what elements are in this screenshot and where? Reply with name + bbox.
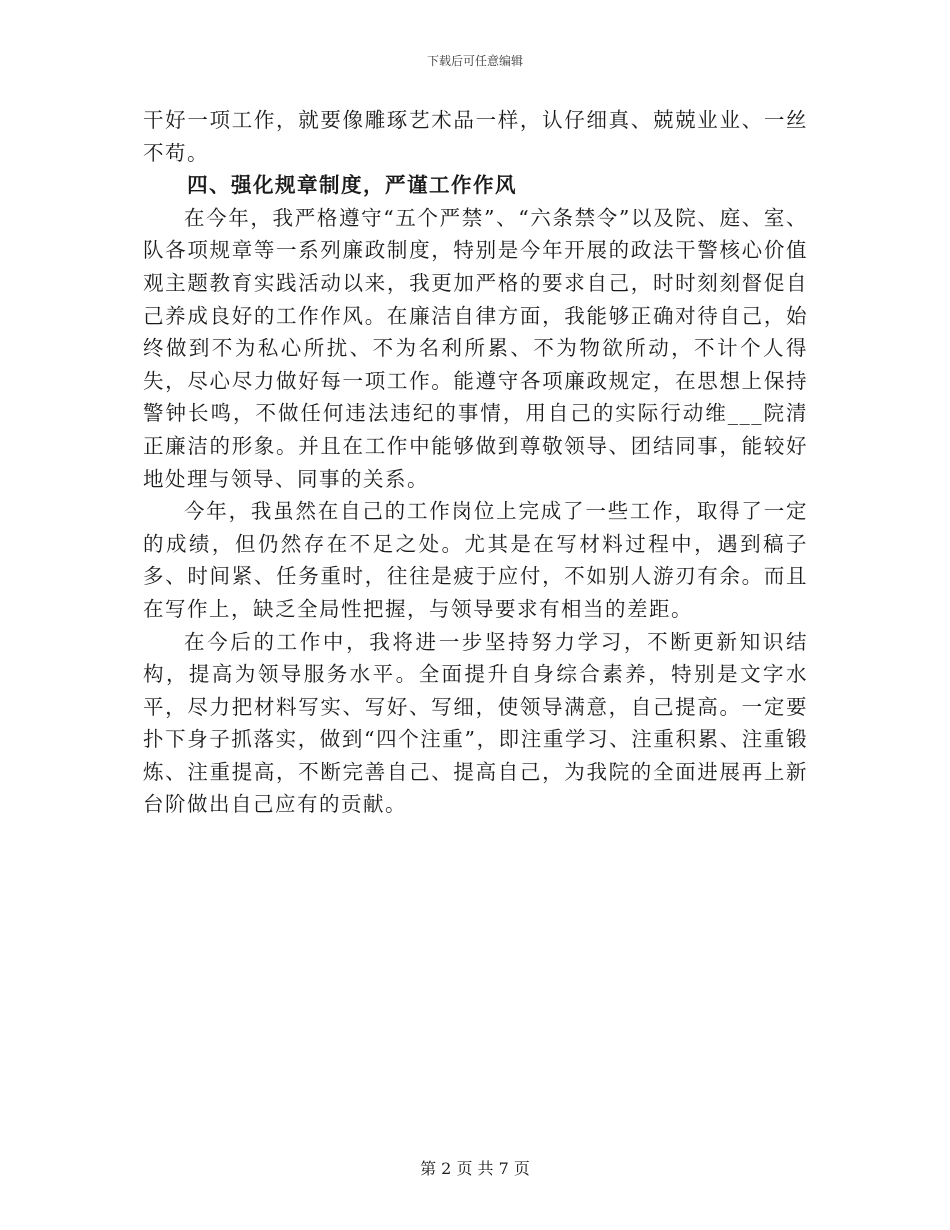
- page-header: 下载后可任意编辑: [426, 54, 523, 68]
- paragraph-regulations: 在今年，我严格遵守“五个严禁”、“六条禁令”以及院、庭、室、队各项规章等一系列廉政制度，特别是今年开展的政法干警核心价值观主题教育实践活动以来，我更加严格的要求自己，时时刻刻督促自己养成良好的工作作风。在廉洁自律方面，我能够正确对待自己，始终做到不为私心所扰、不为名利所累、不为物欲所动，不计个人得失，尽心尽力做好每一项工作。能遵守各项廉政规定，在思想上保持警钟长鸣，不做任何违法违纪的事情，用自己的实际行动维___院清正廉洁的形象。并且在工作中能够做到尊敬领导、团结同事，能较好地处理与领导、同事的关系。: [143, 205, 808, 491]
- paragraph-future-plans: 在今后的工作中，我将进一步坚持努力学习，不断更新知识结构，提高为领导服务水平。全面提升自身综合素养，特别是文字水平，尽力把材料写实、写好、写细，使领导满意，自己提高。一定要扑下身子抓落实，做到“四个注重”，即注重学习、注重积累、注重锻炼、注重提高，不断完善自己、提高自己，为我院的全面进展再上新台阶做出自己应有的贡献。: [143, 629, 808, 817]
- paragraph-continuation: 干好一项工作，就要像雕琢艺术品一样，认仔细真、兢兢业业、一丝不苟。: [143, 108, 808, 165]
- section-heading: 四、强化规章制度，严谨工作作风: [187, 173, 518, 198]
- paragraph-shortcomings: 今年，我虽然在自己的工作岗位上完成了一些工作，取得了一定的成绩，但仍然存在不足之处。尤其是在写材料过程中，遇到稿子多、时间紧、任务重时，往往是疲于应付，不如别人游刃有余。而且在写作上，缺乏全局性把握，与领导要求有相当的差距。: [143, 499, 808, 621]
- page-number: 第 2 页 共 7 页: [420, 1159, 530, 1178]
- document-body: [143, 104, 808, 821]
